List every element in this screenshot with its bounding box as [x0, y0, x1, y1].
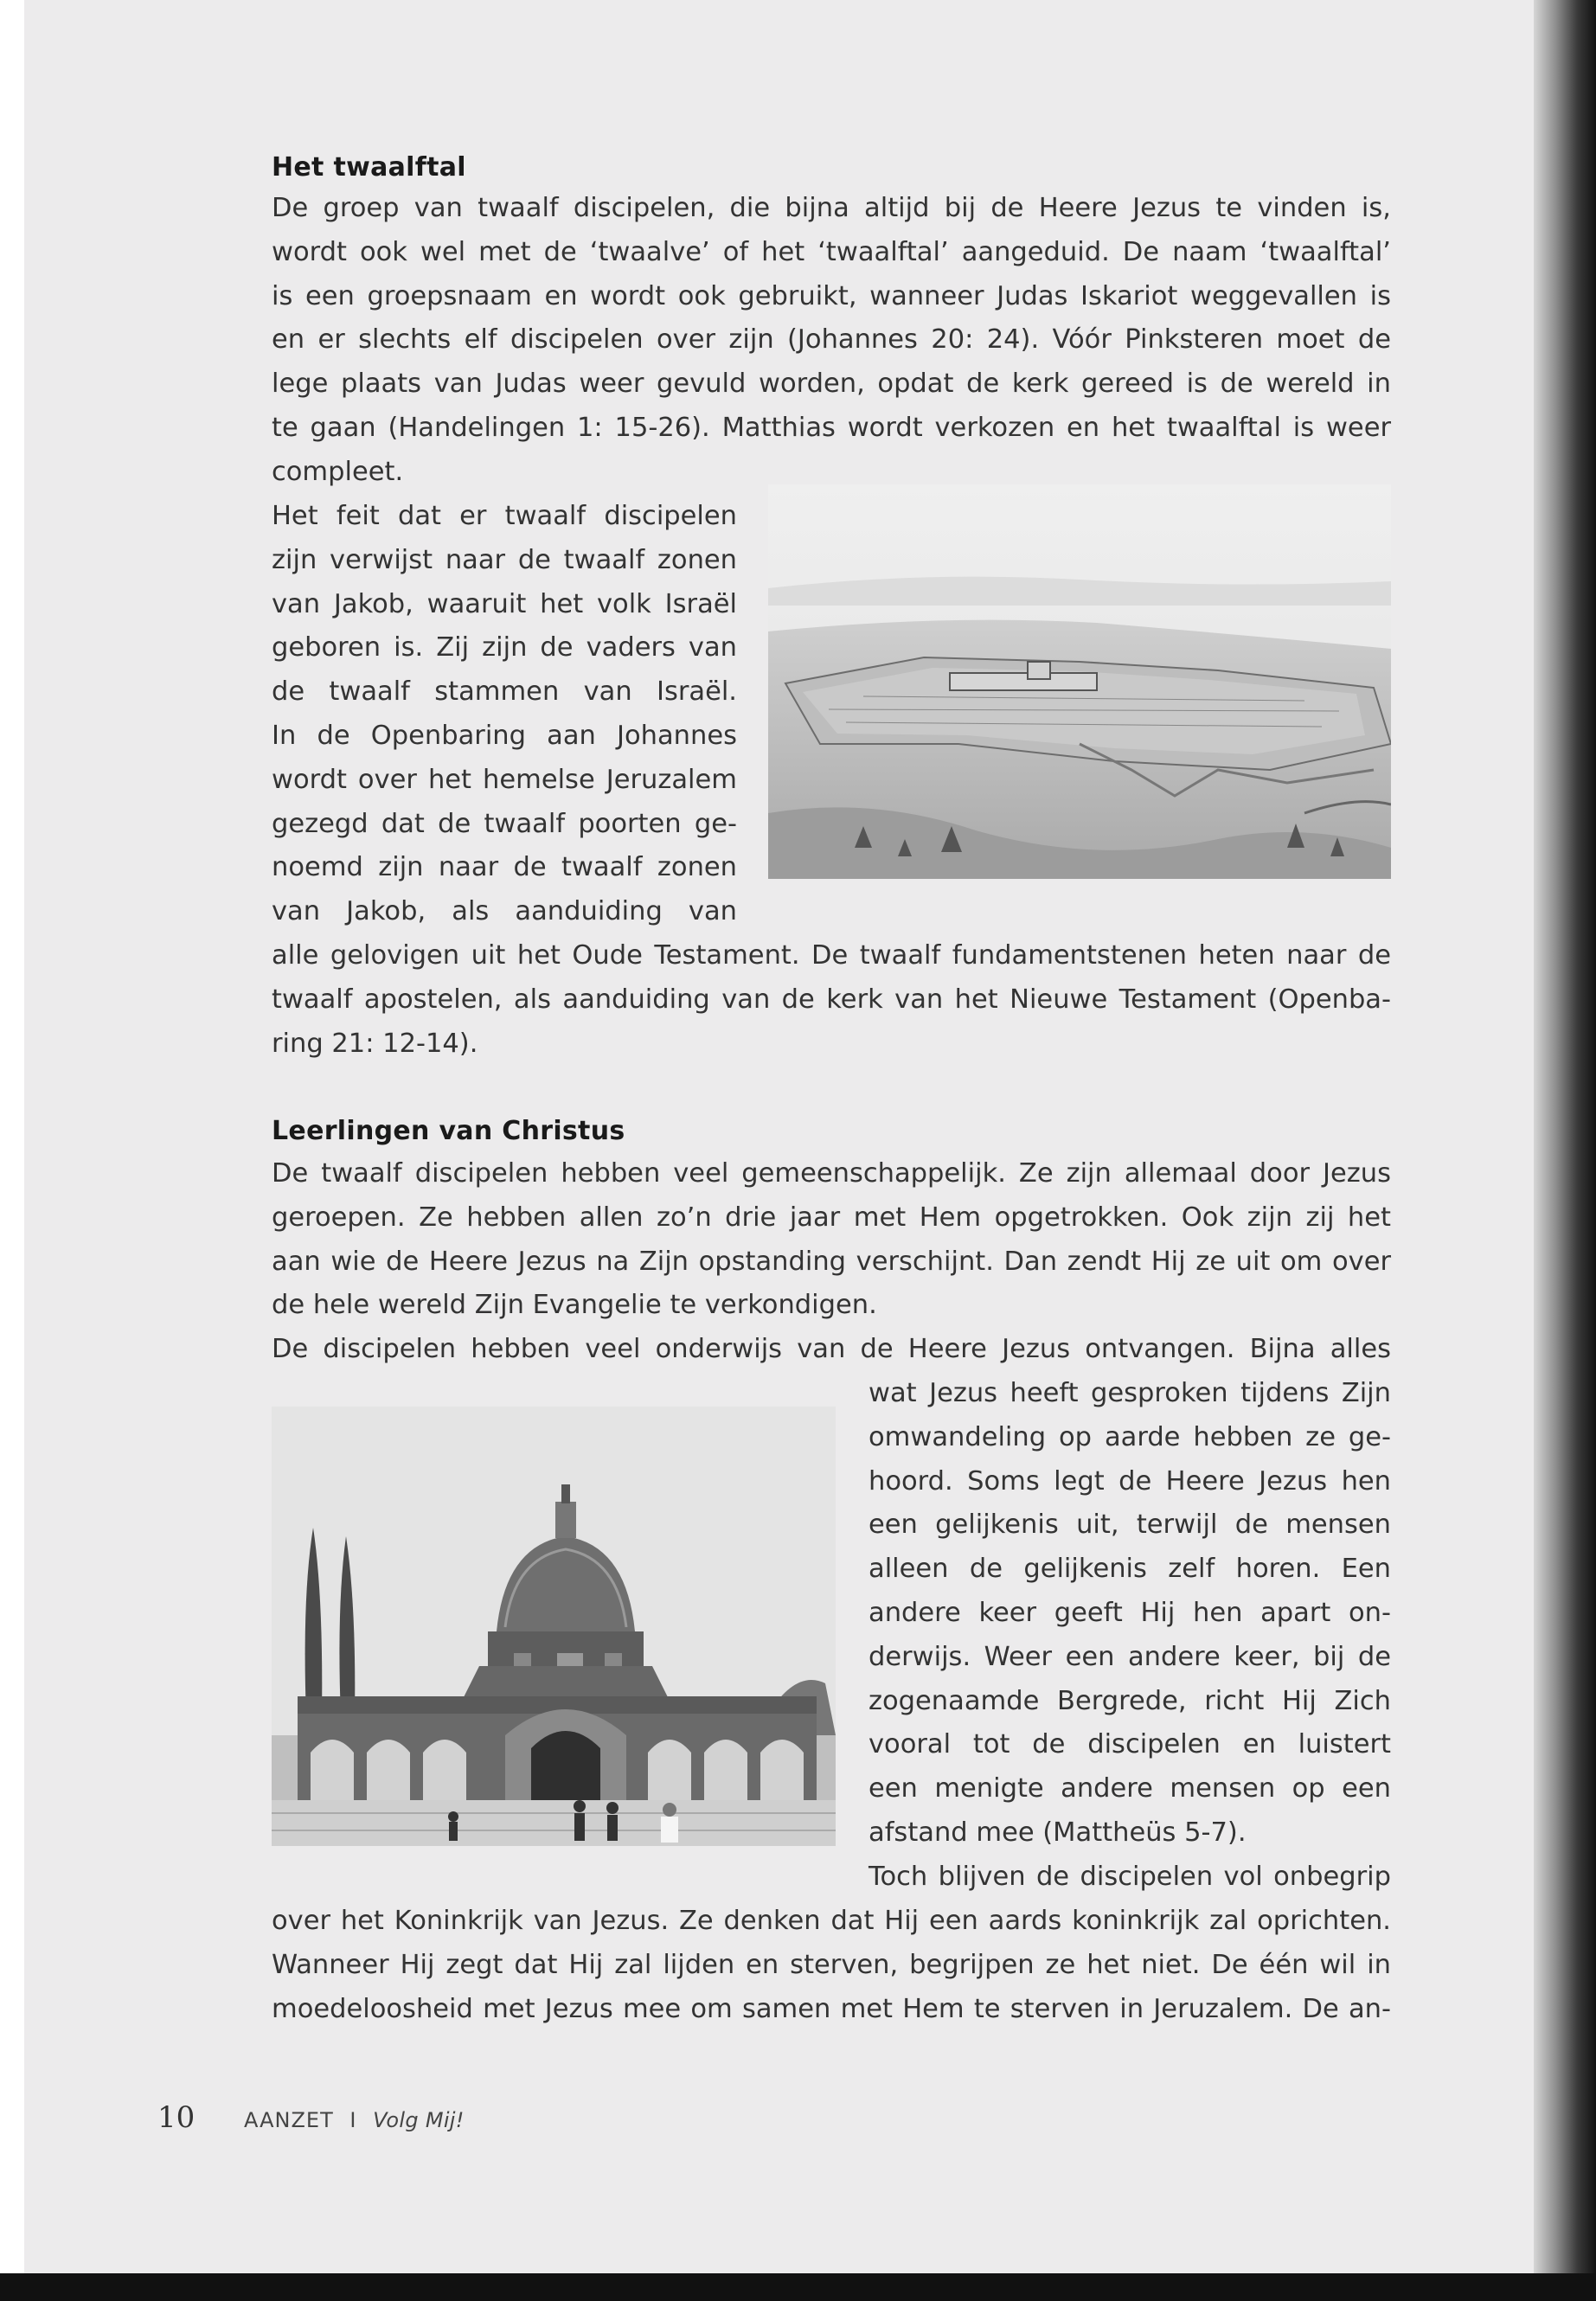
text-line: De twaalf discipelen hebben veel gemeenschappelijk. Ze zijn allemaal door Jezus	[272, 1158, 1391, 1189]
section-leerlingen	[272, 1112, 1391, 1150]
paragraph-twaalftal-intro	[272, 187, 1391, 495]
text-line: afstand mee (Mattheüs 5-7).	[869, 1817, 1247, 1848]
text-line: aan wie de Heere Jezus na Zijn opstanding verschijnt. Dan zendt Hij ze uit om over	[272, 1246, 1391, 1277]
text-line: De groep van twaalf discipelen, die bijna altijd bij de Heere Jezus te vinden is,	[272, 193, 1391, 223]
text-line: ring 21: 12-14).	[272, 1028, 478, 1059]
book-title: Volg Mij!	[373, 2108, 465, 2132]
paragraph-onderwijs	[869, 1372, 1391, 1900]
text-line: lege plaats van Judas weer gevuld worden, opdat de kerk gereed is de wereld in	[272, 369, 1391, 400]
text-line: een gelijkenis uit, terwijl de mensen	[869, 1509, 1391, 1541]
paragraph-twaalf-zonen	[272, 495, 737, 934]
footer-separator: I	[349, 2108, 357, 2132]
text-line: gezegd dat de twaalf poorten ge-	[272, 808, 737, 839]
text-line: wat Jezus heeft gesproken tijdens Zijn	[869, 1378, 1391, 1408]
text-line: zijn verwijst naar de twaalf zonen	[272, 544, 737, 575]
text-line: Toch blijven de discipelen vol onbegrip	[869, 1861, 1391, 1892]
series-name: AANZET	[244, 2108, 334, 2132]
text-line: Het feit dat er twaalf discipelen	[272, 501, 737, 531]
text-line: alle gelovigen uit het Oude Testament. De twaalf fundamentstenen heten naar de	[272, 940, 1391, 971]
text-line: derwijs. Weer een andere keer, bij de	[869, 1641, 1391, 1672]
running-footer	[244, 2108, 465, 2132]
text-line: vooral tot de discipelen en luistert	[869, 1729, 1391, 1760]
text-line: wordt over het hemelse Jeruzalem	[272, 764, 737, 795]
text-line: geboren is. Zij zijn de vaders van	[272, 632, 737, 663]
text-line: De discipelen hebben veel onderwijs van de Heere Jezus ontvangen. Bijna alles	[272, 1334, 1391, 1365]
text-line: wordt ook wel met de ‘twaalve’ of het ‘twaalftal’ aangeduid. De naam ‘twaalftal’	[272, 236, 1391, 267]
text-line: omwandeling op aarde hebben ze ge-	[869, 1421, 1391, 1452]
text-line: twaalf apostelen, als aanduiding van de kerk van het Nieuwe Testament (Openba-	[272, 984, 1391, 1015]
text-line: compleet.	[272, 456, 404, 487]
text-line: is een groepsnaam en wordt ook gebruikt, wanneer Judas Iskariot weggevallen is	[272, 280, 1391, 311]
text-line: andere keer geeft Hij hen apart on-	[869, 1597, 1391, 1628]
section-twaalftal	[272, 149, 1391, 187]
text-line: moedeloosheid met Jezus mee om samen met Hem te sterven in Jeruzalem. De an-	[272, 1993, 1391, 2024]
text-line: geroepen. Ze hebben allen zo’n drie jaar met Hem opgetrokken. Ook zijn zij het	[272, 1202, 1391, 1233]
text-line: van Jakob, als aanduiding van	[272, 896, 737, 927]
text-line: Wanneer Hij zegt dat Hij zal lijden en sterven, begrijpen ze het niet. De één wil in	[272, 1949, 1391, 1980]
section-heading: Het twaalftal	[272, 152, 466, 183]
paragraph-onbegrip	[272, 1900, 1391, 2031]
illustration-ancient-city	[768, 484, 1391, 879]
city-drawing	[768, 484, 1391, 879]
text-line: en er slechts elf discipelen over zijn (Johannes 20: 24). Vóór Pinksteren moet de	[272, 324, 1391, 356]
text-line: over het Koninkrijk van Jezus. Ze denken dat Hij een aards koninkrijk zal oprichten.	[272, 1906, 1391, 1936]
text-line: de hele wereld Zijn Evangelie te verkondigen.	[272, 1290, 877, 1321]
text-line: alleen de gelijkenis zelf horen. Een	[869, 1554, 1391, 1585]
paragraph-twaalf-apostelen	[272, 934, 1391, 1066]
bottom-edge	[0, 2273, 1596, 2301]
text-line: hoord. Soms legt de Heere Jezus hen	[869, 1465, 1391, 1497]
text-line: In de Openbaring aan Johannes	[272, 720, 737, 751]
church-drawing	[272, 1407, 836, 1846]
page-number: 10	[157, 2100, 195, 2135]
paragraph-leerlingen-intro	[272, 1152, 1391, 1372]
text-line: van Jakob, waaruit het volk Israël	[272, 588, 737, 619]
photo-church-beatitudes	[272, 1407, 836, 1846]
text-line: een menigte andere mensen op een	[869, 1773, 1391, 1804]
text-line: zogenaamde Bergrede, richt Hij Zich	[869, 1685, 1391, 1716]
book-spine	[1534, 0, 1596, 2275]
text-line: noemd zijn naar de twaalf zonen	[272, 852, 737, 883]
text-line: te gaan (Handelingen 1: 15-26). Matthias wordt verkozen en het twaalftal is weer	[272, 412, 1391, 443]
text-line: de twaalf stammen van Israël.	[272, 676, 737, 708]
section-heading: Leerlingen van Christus	[272, 1116, 625, 1146]
